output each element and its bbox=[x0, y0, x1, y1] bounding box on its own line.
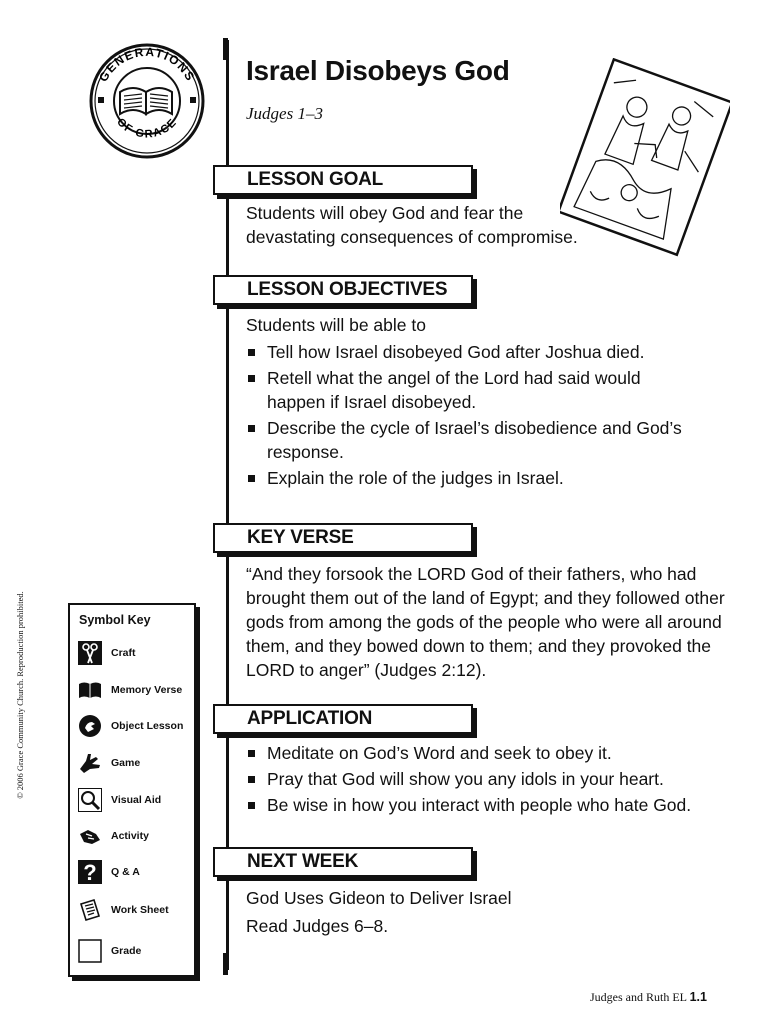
footer-level: EL bbox=[672, 990, 687, 1004]
symbol-key-item-grade bbox=[78, 939, 190, 967]
objectives-list bbox=[246, 340, 716, 490]
next-week-body bbox=[246, 886, 512, 938]
objective-item: Explain the role of the judges in Israel. bbox=[246, 466, 716, 490]
vertical-rule-cap-top bbox=[223, 38, 228, 60]
section-header-key-verse bbox=[213, 523, 473, 553]
next-week-reading: Read Judges 6–8. bbox=[246, 916, 389, 936]
worksheet-icon bbox=[78, 898, 102, 922]
symbol-key-item-visual-aid bbox=[78, 788, 190, 816]
application-list bbox=[246, 741, 746, 817]
logo-top-text: GENERATIONS bbox=[96, 44, 198, 85]
lesson-objectives-heading: LESSON OBJECTIVES bbox=[247, 279, 448, 300]
section-header-application bbox=[213, 704, 473, 734]
objectives-intro: Students will be able to bbox=[246, 315, 426, 335]
application-heading: APPLICATION bbox=[247, 708, 373, 729]
logo-bottom-text: OF GRACE bbox=[114, 116, 180, 141]
svg-text:GENERATIONS bbox=[96, 45, 198, 84]
symbol-key-label: Memory Verse bbox=[111, 684, 183, 696]
section-header-lesson-goal bbox=[213, 165, 473, 195]
application-item: Meditate on God’s Word and seek to obey it. bbox=[246, 741, 746, 765]
symbol-key-item-work-sheet bbox=[78, 898, 190, 926]
footer-book: Judges and Ruth bbox=[590, 990, 670, 1004]
symbol-key-label: Object Lesson bbox=[111, 720, 184, 732]
objective-item: Describe the cycle of Israel’s disobedience and God’s response. bbox=[246, 416, 717, 464]
key-verse-text: “And they forsook the LORD God of their fathers, who had brought them out of the land of Egypt; and they followed other gods from among the gods of the people who were all around them, and they bowed down to them; and they provoked the LORD to anger” (Judges 2:12). bbox=[246, 564, 725, 680]
symbol-key-label: Q & A bbox=[111, 866, 140, 878]
symbol-key-label: Visual Aid bbox=[111, 794, 162, 806]
section-header-next-week bbox=[213, 847, 473, 877]
symbol-key-label: Grade bbox=[111, 945, 142, 957]
symbol-key-label: Work Sheet bbox=[111, 904, 169, 916]
activity-icon bbox=[78, 824, 102, 848]
magnifier-icon bbox=[78, 788, 102, 812]
symbol-key-label: Activity bbox=[111, 830, 149, 842]
next-week-heading: NEXT WEEK bbox=[247, 851, 359, 872]
symbol-key-title: Symbol Key bbox=[79, 613, 151, 627]
section-header-lesson-objectives bbox=[213, 275, 473, 305]
objective-item: Tell how Israel disobeyed God after Joshua died. bbox=[246, 340, 716, 364]
vertical-rule-cap-bottom bbox=[223, 953, 228, 975]
game-hand-icon bbox=[78, 751, 102, 775]
lesson-goal-line: Students will obey God and fear the bbox=[246, 203, 524, 223]
open-book-icon bbox=[78, 678, 102, 702]
lesson-goal-line: devastating consequences of compromise. bbox=[246, 227, 578, 247]
scissors-icon bbox=[78, 641, 102, 665]
page-footer bbox=[590, 990, 707, 1005]
symbol-key-item-object-lesson bbox=[78, 714, 190, 742]
scripture-reference: Judges 1–3 bbox=[246, 104, 323, 123]
next-week-lesson: God Uses Gideon to Deliver Israel bbox=[246, 888, 512, 908]
footer-page-number: 1.1 bbox=[689, 990, 707, 1004]
lesson-objectives-body bbox=[246, 313, 716, 492]
hand-object-icon bbox=[78, 714, 102, 738]
lesson-title: Israel Disobeys God bbox=[246, 55, 510, 86]
application-item: Pray that God will show you any idols in your heart. bbox=[246, 767, 746, 791]
key-verse-heading: KEY VERSE bbox=[247, 527, 354, 548]
symbol-key-label: Craft bbox=[111, 647, 136, 659]
objective-item: Retell what the angel of the Lord had said would happen if Israel disobeyed. bbox=[246, 366, 677, 414]
svg-text:OF GRACE bbox=[114, 116, 179, 140]
symbol-key bbox=[68, 603, 196, 977]
symbol-key-label: Game bbox=[111, 757, 141, 769]
symbol-key-item-craft bbox=[78, 641, 190, 669]
copyright-notice: © 2006 Grace Community Church. Reproduction prohibited. bbox=[15, 591, 25, 799]
symbol-key-item-q-and-a bbox=[78, 860, 190, 888]
symbol-key-item-memory-verse bbox=[78, 678, 190, 706]
application-item: Be wise in how you interact with people who hate God. bbox=[246, 793, 746, 817]
svg-text:?: ? bbox=[83, 860, 97, 884]
application-body bbox=[246, 741, 746, 819]
lesson-illustration bbox=[560, 58, 730, 258]
grade-box-icon bbox=[78, 939, 102, 963]
generations-of-grace-logo bbox=[88, 42, 206, 160]
lesson-goal-text bbox=[246, 201, 578, 249]
symbol-key-item-activity bbox=[78, 824, 190, 852]
lesson-goal-heading: LESSON GOAL bbox=[247, 169, 384, 190]
question-icon bbox=[78, 860, 102, 884]
symbol-key-item-game bbox=[78, 751, 190, 779]
